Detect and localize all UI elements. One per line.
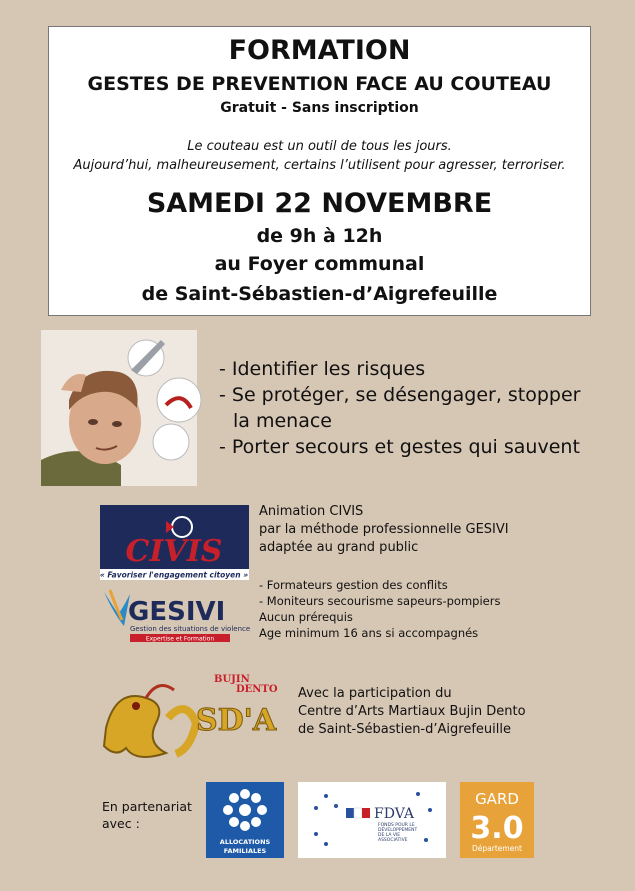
dento-line-1: Avec la participation du bbox=[298, 686, 452, 701]
goal-identify: - Identifier les risques bbox=[219, 358, 426, 380]
event-free-note: Gratuit - Sans inscription bbox=[220, 100, 419, 116]
event-date: SAMEDI 22 NOVEMBRE bbox=[146, 188, 493, 219]
dento-line-3: de Saint-Sébastien-d’Aigrefeuille bbox=[298, 722, 511, 737]
civis-line-1: Animation CIVIS bbox=[259, 504, 364, 519]
gesivi-logo bbox=[100, 584, 249, 644]
illustration-photo bbox=[41, 330, 197, 486]
gesivi-logo-text: GESIVI bbox=[128, 597, 226, 627]
partner-label bbox=[102, 798, 192, 832]
fdva-logo bbox=[298, 782, 446, 858]
gesivi-logo-sub: Gestion des situations de violence bbox=[130, 625, 251, 633]
trainer-item-1: - Formateurs gestion des conflits bbox=[259, 578, 448, 592]
event-place: au Foyer communal bbox=[214, 253, 425, 275]
fdva-sub-2: DÉVELOPPEMENT bbox=[378, 828, 418, 833]
caf-logo bbox=[206, 782, 284, 858]
event-title: FORMATION bbox=[228, 35, 411, 66]
sda-logo-text: SD'A bbox=[196, 703, 277, 738]
intro-line-2: Aujourd’hui, malheureusement, certains l’utilisent pour agresser, terroriser. bbox=[73, 158, 566, 173]
civis-logo-text: CIVIS bbox=[125, 534, 223, 569]
goal-protect: - Se protéger, se désengager, stopper bbox=[219, 384, 581, 406]
fdva-sub-1: FONDS POUR LE bbox=[378, 823, 415, 828]
gard-number: 3.0 bbox=[470, 811, 524, 846]
caf-text-2: FAMILIALES bbox=[223, 847, 267, 855]
civis-description bbox=[259, 503, 509, 557]
dento-line-2: Centre d’Arts Martiaux Bujin Dento bbox=[298, 704, 526, 719]
partner-label-line-2: avec : bbox=[102, 816, 140, 831]
dento-logo-text: DENTO bbox=[236, 684, 278, 695]
partner-label-line-1: En partenariat bbox=[102, 799, 192, 814]
fdva-sub-4: ASSOCIATIVE bbox=[378, 838, 408, 843]
fdva-sub-3: DE LA VIE bbox=[378, 833, 401, 838]
goal-first-aid: - Porter secours et gestes qui sauvent bbox=[219, 436, 580, 458]
header-box bbox=[48, 26, 591, 316]
age-note: Age minimum 16 ans si accompagnés bbox=[259, 626, 479, 640]
training-goals-list bbox=[219, 356, 581, 460]
gard-departement: Département bbox=[472, 844, 522, 853]
event-time: de 9h à 12h bbox=[256, 225, 383, 247]
gard-text: GARD bbox=[475, 790, 519, 808]
gesivi-logo-band: Expertise et Formation bbox=[145, 635, 215, 643]
goal-protect-continued: la menace bbox=[233, 410, 332, 432]
bujin-dento-logo bbox=[96, 668, 278, 768]
fdva-text: FDVA bbox=[374, 806, 414, 822]
dento-description bbox=[298, 685, 526, 739]
prerequisite-note: Aucun prérequis bbox=[259, 610, 353, 624]
trainer-item-2: - Moniteurs secourisme sapeurs-pompiers bbox=[259, 594, 501, 608]
gard-logo bbox=[460, 782, 534, 858]
event-town: de Saint-Sébastien-d’Aigrefeuille bbox=[141, 283, 498, 305]
event-subtitle: GESTES DE PREVENTION FACE AU COUTEAU bbox=[87, 73, 552, 95]
civis-logo-tagline: « Favoriser l'engagement citoyen » bbox=[99, 570, 249, 580]
trainer-list bbox=[259, 577, 500, 641]
civis-logo bbox=[100, 505, 249, 580]
knife-threat-illustration-icon bbox=[41, 330, 197, 486]
civis-line-2: par la méthode professionnelle GESIVI bbox=[259, 522, 509, 537]
civis-line-3: adaptée au grand public bbox=[259, 540, 419, 555]
caf-text-1: ALLOCATIONS bbox=[219, 838, 271, 846]
bujin-logo-text: BUJIN bbox=[214, 674, 250, 685]
intro-line-1: Le couteau est un outil de tous les jours. bbox=[187, 139, 452, 154]
